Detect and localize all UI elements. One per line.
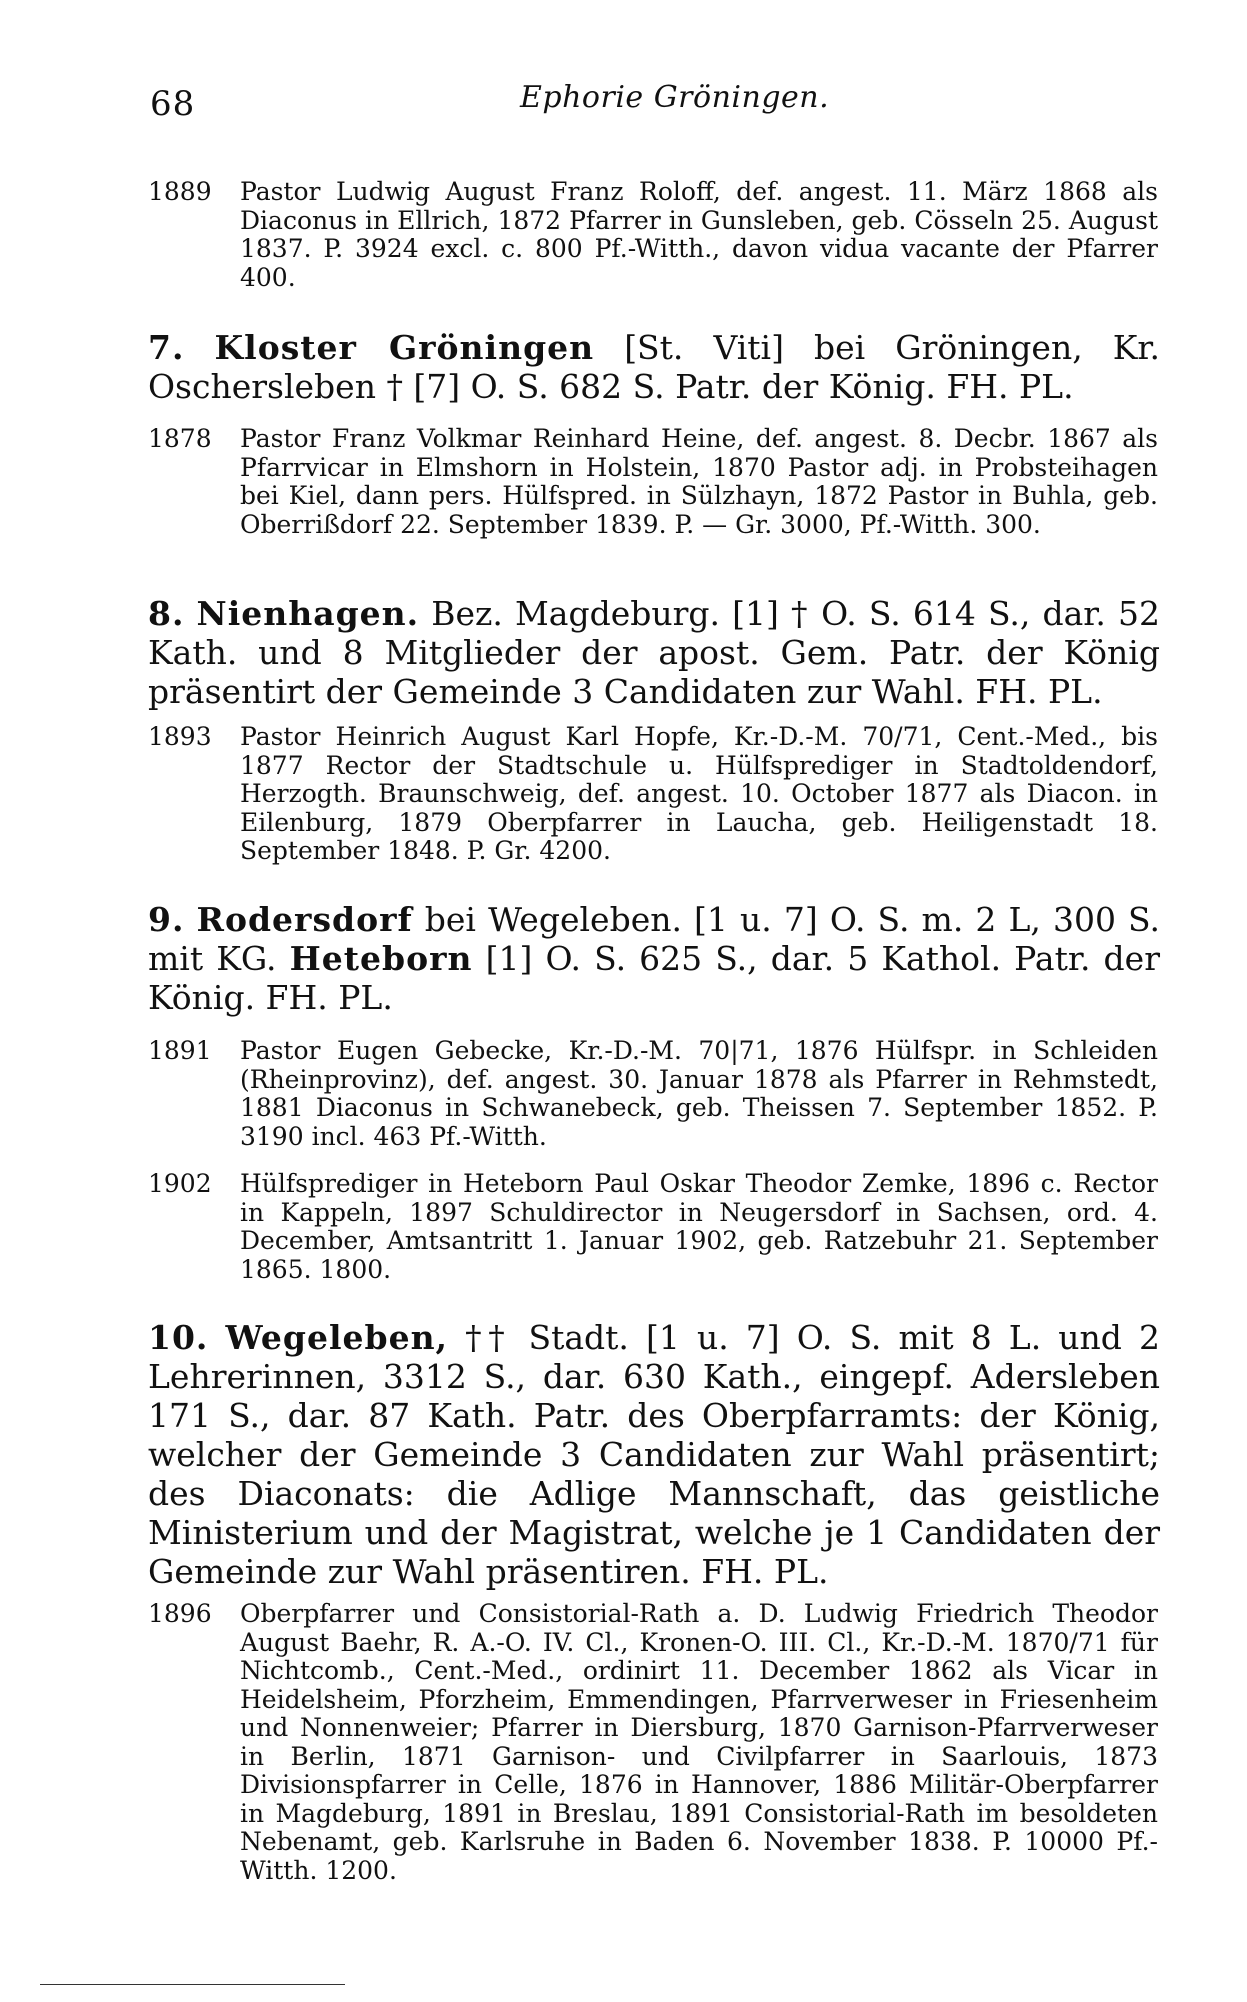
section-10-wegeleben xyxy=(148,1318,1160,1591)
section-number: 8. xyxy=(148,594,185,633)
place-name-2: Heteborn xyxy=(289,939,473,978)
footer-rule xyxy=(40,1984,345,1985)
entry-text: Hülfsprediger in Heteborn Paul Oskar Theodor Zemke, 1896 c. Rector in Kappeln, 1897 Schuldirector in Neugersdorf in Sachsen, ord. 4. December, Amtsantritt 1. Januar 1902, geb. Ratzebuhr 21. September 1865. 1800. xyxy=(240,1169,1158,1284)
place-name: Nienhagen. xyxy=(196,594,420,633)
section-heading xyxy=(148,328,1160,406)
entry-text: Oberpfarrer und Consistorial-Rath a. D. Ludwig Friedrich Theodor August Baehr, R. A.-O. IV. Cl., Kronen-O. III. Cl., Kr.-D.-M. 1870/71 für Nichtcomb., Cent.-Med., ordinirt 11. December 1862 als Vicar in Heidelsheim, Pforzheim, Emmendingen, Pfarrverweser in Friesenheim und Nonnenweier; Pfarrer in Diersburg, 1870 Garnison-Pfarrverweser in Berlin, 1871 Garnison- und Civilpfarrer in Saarlouis, 1873 Divisionspfarrer in Celle, 1876 in Hannover, 1886 Militär-Oberpfarrer in Magdeburg, 1891 in Breslau, 1891 Consistorial-Rath im besoldeten Nebenamt, geb. Karlsruhe in Baden 6. November 1838. P. 10000 Pf.-Witth. 1200. xyxy=(240,1599,1158,1885)
section-9-rodersdorf xyxy=(148,900,1160,1017)
entry-year: 1893 xyxy=(148,722,212,751)
entry-text: Pastor Franz Volkmar Reinhard Heine, def. angest. 8. Decbr. 1867 als Pfarrvicar in Elmshorn in Holstein, 1870 Pastor adj. in Probsteihagen bei Kiel, dann pers. Hülfspred. in Sülzhayn, 1872 Pastor in Buhla, geb. Oberrißdorf 22. September 1839. P. — Gr. 3000, Pf.-Witth. 300. xyxy=(240,424,1158,539)
section-description: bei Wegeleben. [1 u. 7] O. S. m. 2 L, 300 S. mit KG. xyxy=(148,900,1160,978)
section-number: 7. xyxy=(148,328,185,367)
entry-text: Pastor Eugen Gebecke, Kr.-D.-M. 70|71, 1876 Hülfspr. in Schleiden (Rheinprovinz), def. angest. 30. Januar 1878 als Pfarrer in Rehmstedt, 1881 Diaconus in Schwanebeck, geb. Theissen 7. September 1852. P. 3190 incl. 463 Pf.-Witth. xyxy=(240,1036,1158,1151)
section-7-kloster-groeningen xyxy=(148,328,1160,406)
place-name: Rodersdorf xyxy=(196,900,413,939)
place-name: Wegeleben, xyxy=(225,1318,449,1357)
entry-year: 1889 xyxy=(148,177,212,206)
section-heading xyxy=(148,1318,1160,1591)
entry-year: 1891 xyxy=(148,1036,212,1065)
section-description: †† Stadt. [1 u. 7] O. S. mit 8 L. und 2 Lehrerinnen, 3312 S., dar. 630 Kath., eingepf. Adersleben 171 S., dar. 87 Kath. Patr. des Oberpfarramts: der König, welcher der Gemeinde 3 Candidaten zur Wahl präsentirt; des Diaconats: die Adlige Mannschaft, das geistliche Ministerium und der Magistrat, welche je 1 Candidaten der Gemeinde zur Wahl präsentiren. FH. PL. xyxy=(148,1318,1161,1591)
section-8-nienhagen xyxy=(148,594,1160,711)
running-title: Ephorie Gröningen. xyxy=(520,80,830,115)
entry-year: 1878 xyxy=(148,424,212,453)
entry-text: Pastor Heinrich August Karl Hopfe, Kr.-D.-M. 70/71, Cent.-Med., bis 1877 Rector der Stadtschule u. Hülfsprediger in Stadtoldendorf, Herzogth. Braunschweig, def. angest. 10. October 1877 als Diacon. in Eilenburg, 1879 Oberpfarrer in Laucha, geb. Heiligenstadt 18. September 1848. P. Gr. 4200. xyxy=(240,722,1158,865)
entry-year: 1902 xyxy=(148,1169,212,1198)
page-number: 68 xyxy=(150,84,196,124)
section-heading xyxy=(148,594,1160,711)
place-name: Kloster Gröningen xyxy=(214,328,595,367)
section-description: [St. Viti] bei Gröningen, Kr. Oschersleben † [7] O. S. 682 S. Patr. der König. FH. PL. xyxy=(148,328,1161,406)
section-description: Bez. Magdeburg. [1] † O. S. 614 S., dar. 52 Kath. und 8 Mitglieder der apost. Gem. Patr. der König präsentirt der Gemeinde 3 Candidaten zur Wahl. FH. PL. xyxy=(148,594,1160,711)
section-number: 10. xyxy=(148,1318,209,1357)
section-description-2: [1] O. S. 625 S., dar. 5 Kathol. Patr. der König. FH. PL. xyxy=(148,939,1160,1017)
section-number: 9. xyxy=(148,900,185,939)
entry-year: 1896 xyxy=(148,1599,212,1628)
entry-text: Pastor Ludwig August Franz Roloff, def. angest. 11. März 1868 als Diaconus in Ellrich, 1872 Pfarrer in Gunsleben, geb. Cösseln 25. August 1837. P. 3924 excl. c. 800 Pf.-Witth., davon vidua vacante der Pfarrer 400. xyxy=(240,177,1158,292)
section-heading xyxy=(148,900,1160,1017)
